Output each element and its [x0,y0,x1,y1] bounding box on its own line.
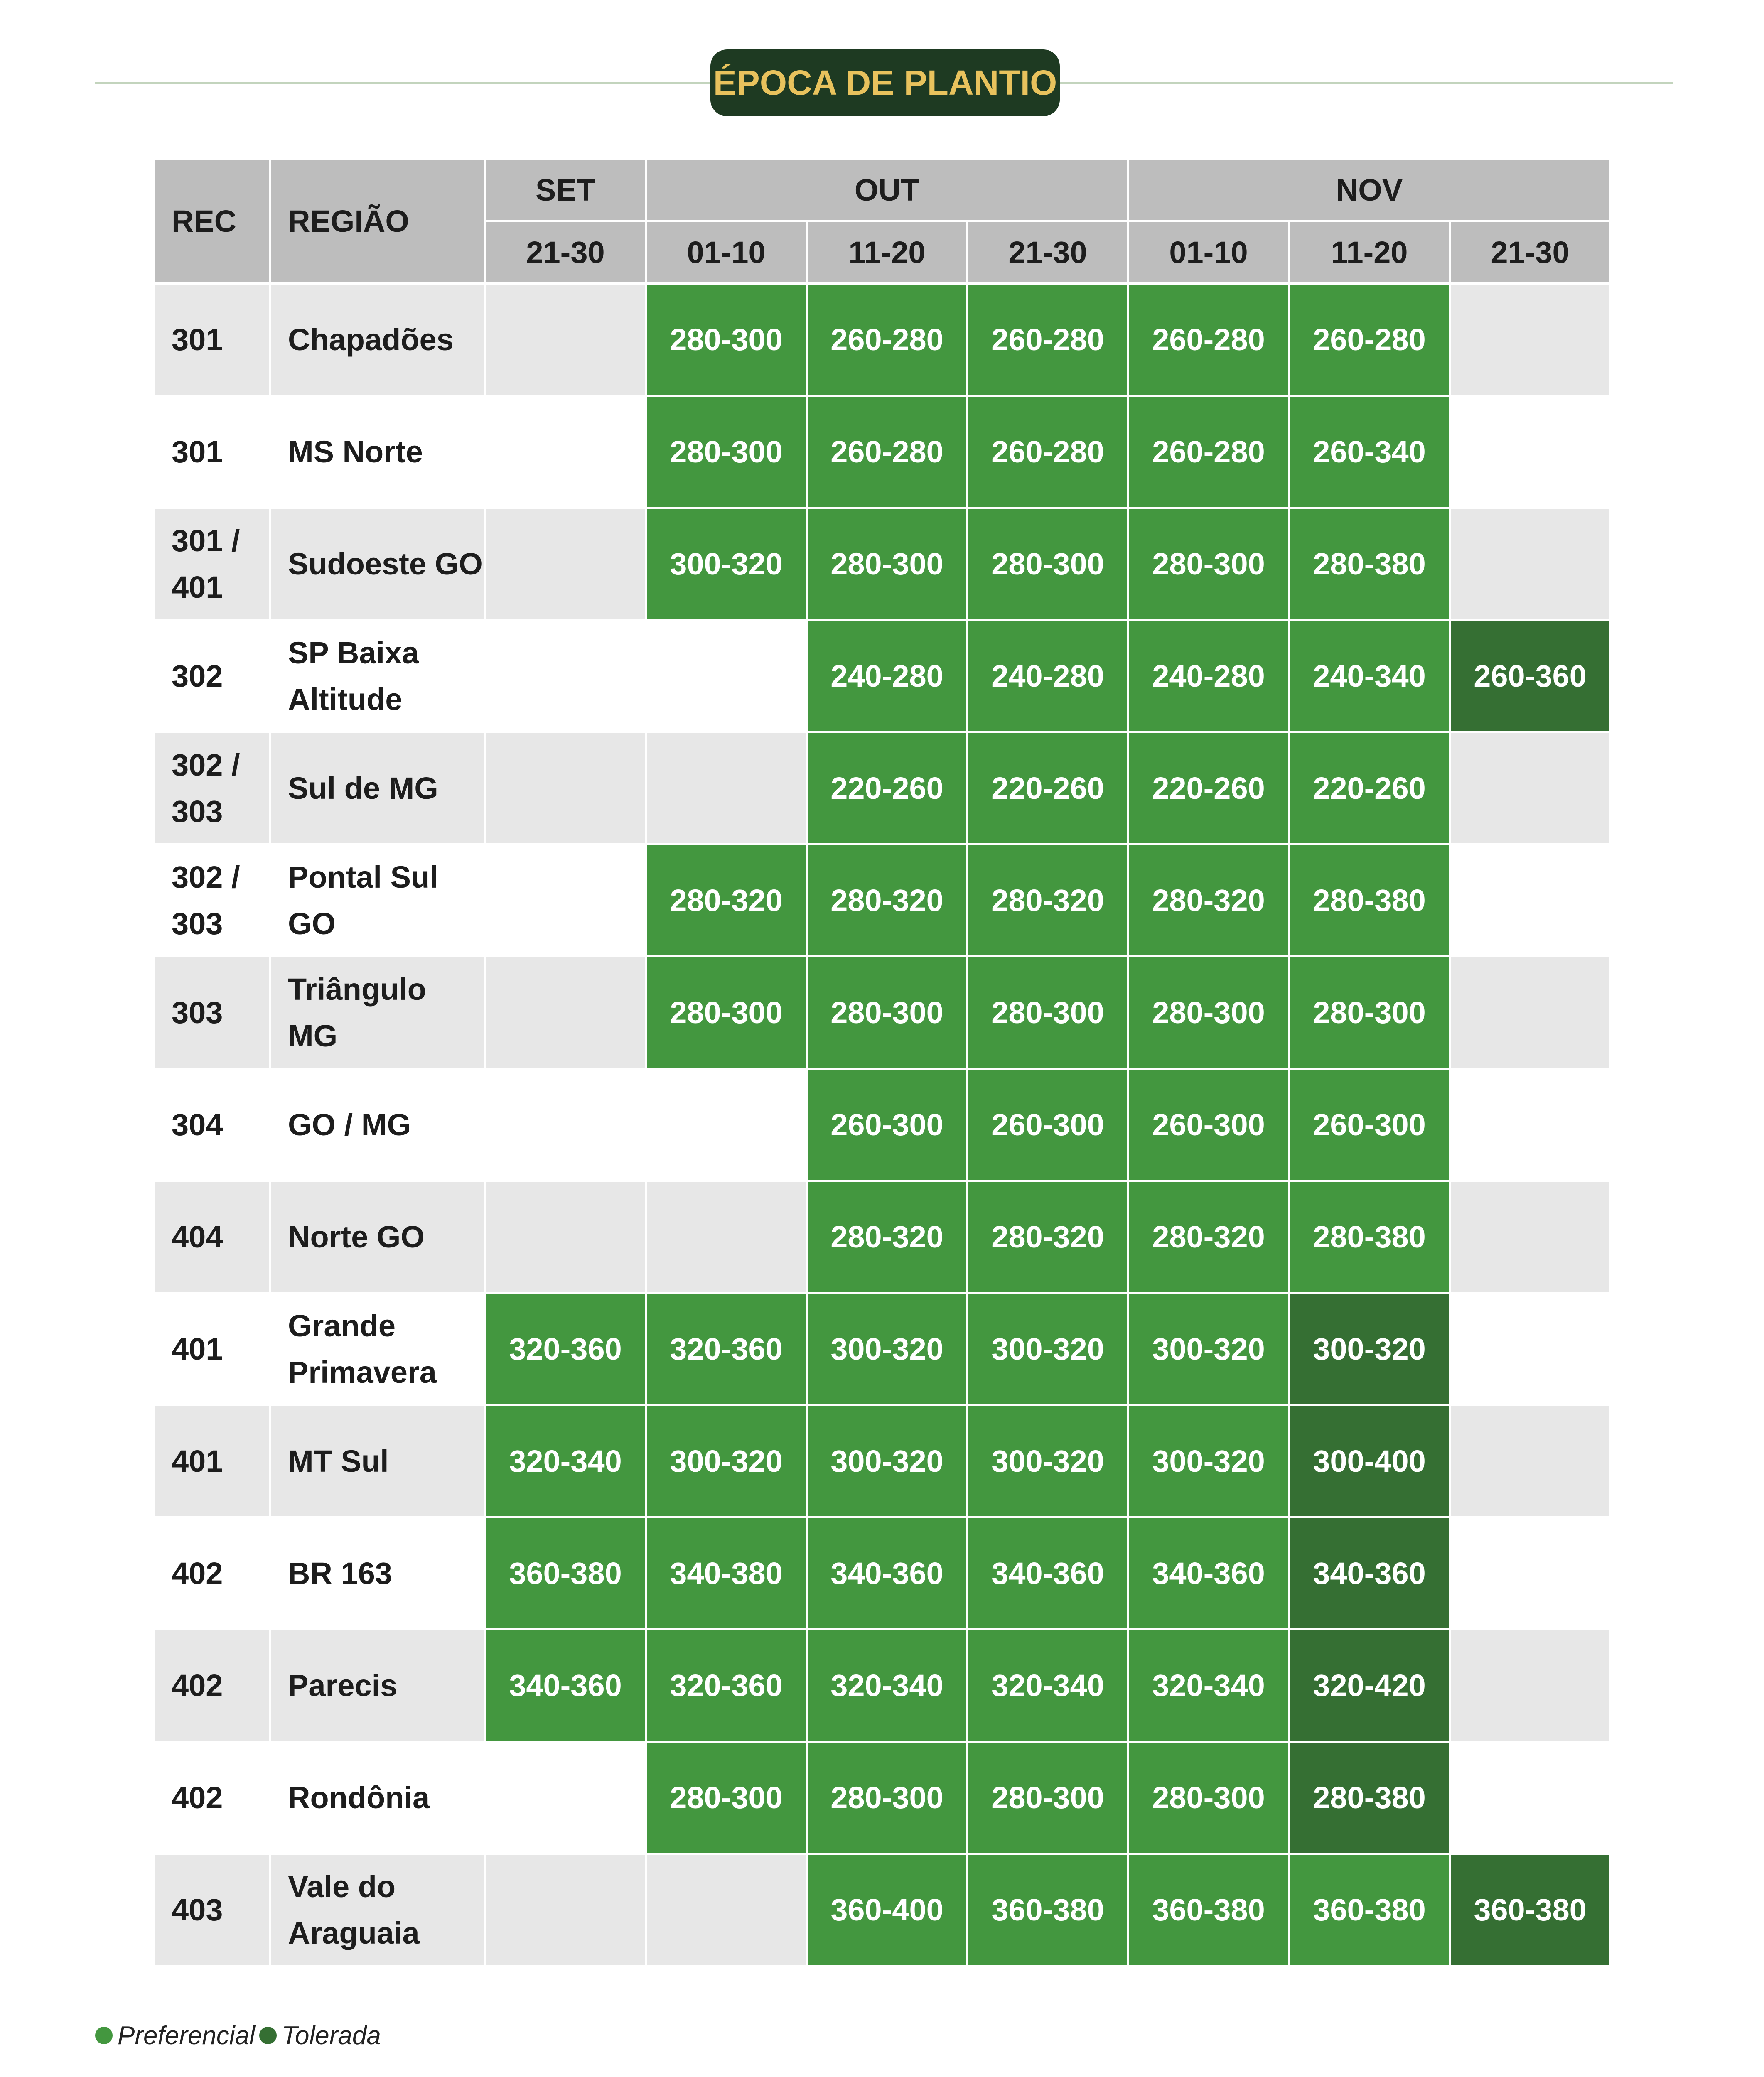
value-cell-preferencial: 360-380 [968,1854,1128,1966]
table-row [154,1069,1611,1181]
regiao-cell: MT Sul [270,1405,485,1517]
value-cell-preferencial: 320-340 [1128,1630,1289,1742]
value-cell-preferencial: 280-320 [1128,1181,1289,1293]
regiao-cell: Sudoeste GO [270,508,485,620]
table-row [154,1181,1611,1293]
column-header-rec: REC [154,159,270,284]
value-cell-empty [646,1181,807,1293]
value-cell-tolerada: 340-360 [1289,1517,1450,1630]
value-cell-preferencial: 300-320 [968,1293,1128,1405]
value-cell-preferencial: 340-360 [968,1517,1128,1630]
value-cell-empty [1450,1405,1611,1517]
value-cell-preferencial: 280-300 [968,508,1128,620]
value-cell-empty [1450,396,1611,508]
rec-cell: 302 / 303 [154,845,270,957]
planting-season-table [153,158,1612,1967]
period-header: 21-30 [968,221,1128,284]
value-cell-preferencial: 280-300 [646,1742,807,1854]
value-cell-preferencial: 280-320 [968,1181,1128,1293]
value-cell-preferencial: 320-360 [646,1630,807,1742]
regiao-cell: GO / MG [270,1069,485,1181]
value-cell-preferencial: 300-320 [646,1405,807,1517]
regiao-cell: Parecis [270,1630,485,1742]
regiao-cell: Rondônia [270,1742,485,1854]
value-cell-preferencial: 280-320 [1128,845,1289,957]
regiao-cell: MS Norte [270,396,485,508]
value-cell-preferencial: 300-320 [807,1293,968,1405]
value-cell-empty [646,732,807,845]
value-cell-preferencial: 280-300 [1289,957,1450,1069]
rec-cell: 401 [154,1405,270,1517]
value-cell-empty [1450,1630,1611,1742]
value-cell-empty [1450,1517,1611,1630]
table-row [154,732,1611,845]
rec-cell: 402 [154,1742,270,1854]
table-body [154,284,1611,1966]
value-cell-preferencial: 260-300 [807,1069,968,1181]
table-row [154,284,1611,396]
value-cell-preferencial: 260-280 [1128,396,1289,508]
value-cell-empty [485,396,646,508]
table-row [154,1742,1611,1854]
value-cell-empty [1450,284,1611,396]
value-cell-preferencial: 280-300 [646,396,807,508]
value-cell-empty [485,845,646,957]
value-cell-preferencial: 220-260 [1128,732,1289,845]
value-cell-preferencial: 300-320 [807,1405,968,1517]
value-cell-preferencial: 280-300 [1128,957,1289,1069]
value-cell-preferencial: 260-280 [1289,284,1450,396]
value-cell-empty [1450,845,1611,957]
value-cell-preferencial: 360-380 [1128,1854,1289,1966]
legend [95,2019,385,2052]
value-cell-tolerada: 280-380 [1289,1742,1450,1854]
value-cell-preferencial: 280-300 [646,957,807,1069]
rec-cell: 301 [154,284,270,396]
legend-label: Preferencial [118,2021,255,2050]
value-cell-preferencial: 280-320 [968,845,1128,957]
rec-cell: 401 [154,1293,270,1405]
legend-item-preferencial [95,2021,255,2050]
table-row [154,508,1611,620]
value-cell-preferencial: 360-400 [807,1854,968,1966]
month-header-set: SET [485,159,646,221]
rec-cell: 402 [154,1630,270,1742]
period-header: 01-10 [1128,221,1289,284]
rec-cell: 303 [154,957,270,1069]
table-row [154,1854,1611,1966]
value-cell-preferencial: 260-280 [807,396,968,508]
value-cell-preferencial: 280-300 [1128,508,1289,620]
legend-dot-icon [95,2027,113,2044]
value-cell-preferencial: 320-360 [646,1293,807,1405]
table-row [154,1293,1611,1405]
value-cell-preferencial: 260-300 [1289,1069,1450,1181]
value-cell-preferencial: 240-340 [1289,620,1450,732]
regiao-cell: Triângulo MG [270,957,485,1069]
value-cell-empty [1450,1069,1611,1181]
value-cell-preferencial: 320-360 [485,1293,646,1405]
value-cell-preferencial: 280-300 [646,284,807,396]
value-cell-empty [1450,1742,1611,1854]
value-cell-empty [1450,957,1611,1069]
value-cell-preferencial: 260-280 [807,284,968,396]
value-cell-preferencial: 240-280 [968,620,1128,732]
value-cell-preferencial: 260-340 [1289,396,1450,508]
value-cell-preferencial: 260-280 [968,396,1128,508]
regiao-cell: BR 163 [270,1517,485,1630]
value-cell-preferencial: 280-320 [807,1181,968,1293]
period-header: 11-20 [807,221,968,284]
value-cell-preferencial: 340-360 [485,1630,646,1742]
regiao-cell: Vale do Araguaia [270,1854,485,1966]
table-row [154,957,1611,1069]
value-cell-preferencial: 280-300 [968,957,1128,1069]
value-cell-preferencial: 240-280 [1128,620,1289,732]
table-row [154,396,1611,508]
value-cell-preferencial: 280-320 [807,845,968,957]
value-cell-preferencial: 260-300 [1128,1069,1289,1181]
rec-cell: 301 [154,396,270,508]
value-cell-preferencial: 340-360 [1128,1517,1289,1630]
regiao-cell: Pontal Sul GO [270,845,485,957]
month-header-out: OUT [646,159,1128,221]
value-cell-tolerada: 260-360 [1450,620,1611,732]
value-cell-preferencial: 280-300 [807,1742,968,1854]
value-cell-preferencial: 260-280 [1128,284,1289,396]
regiao-cell: Grande Primavera [270,1293,485,1405]
value-cell-empty [485,1069,646,1181]
value-cell-empty [485,732,646,845]
value-cell-preferencial: 220-260 [807,732,968,845]
value-cell-preferencial: 300-320 [1128,1405,1289,1517]
value-cell-preferencial: 260-300 [968,1069,1128,1181]
value-cell-empty [1450,1293,1611,1405]
value-cell-empty [485,508,646,620]
page-title: ÉPOCA DE PLANTIO [710,49,1060,116]
table-row [154,845,1611,957]
value-cell-preferencial: 300-320 [968,1405,1128,1517]
value-cell-preferencial: 300-320 [646,508,807,620]
value-cell-preferencial: 320-340 [807,1630,968,1742]
table-row [154,1630,1611,1742]
value-cell-preferencial: 360-380 [1289,1854,1450,1966]
value-cell-preferencial: 320-340 [485,1405,646,1517]
value-cell-preferencial: 280-380 [1289,1181,1450,1293]
value-cell-preferencial: 280-300 [807,508,968,620]
value-cell-empty [1450,508,1611,620]
value-cell-preferencial: 280-380 [1289,508,1450,620]
value-cell-empty [485,284,646,396]
value-cell-preferencial: 280-380 [1289,845,1450,957]
value-cell-empty [646,1854,807,1966]
value-cell-preferencial: 240-280 [807,620,968,732]
value-cell-preferencial: 280-300 [807,957,968,1069]
column-header-regiao: REGIÃO [270,159,485,284]
regiao-cell: SP Baixa Altitude [270,620,485,732]
value-cell-preferencial: 220-260 [968,732,1128,845]
value-cell-preferencial: 340-380 [646,1517,807,1630]
rec-cell: 304 [154,1069,270,1181]
legend-item-tolerada [259,2021,381,2050]
value-cell-tolerada: 320-420 [1289,1630,1450,1742]
period-header: 21-30 [485,221,646,284]
period-header: 21-30 [1450,221,1611,284]
rec-cell: 302 / 303 [154,732,270,845]
table-row [154,1517,1611,1630]
value-cell-empty [1450,732,1611,845]
value-cell-tolerada: 300-320 [1289,1293,1450,1405]
rec-cell: 404 [154,1181,270,1293]
header-row-months [154,159,1611,221]
table-row [154,1405,1611,1517]
month-header-nov: NOV [1128,159,1611,221]
value-cell-empty [485,620,646,732]
value-cell-empty [485,1181,646,1293]
rec-cell: 301 / 401 [154,508,270,620]
value-cell-preferencial: 220-260 [1289,732,1450,845]
value-cell-preferencial: 280-300 [968,1742,1128,1854]
regiao-cell: Sul de MG [270,732,485,845]
value-cell-empty [485,1854,646,1966]
value-cell-preferencial: 300-320 [1128,1293,1289,1405]
regiao-cell: Norte GO [270,1181,485,1293]
value-cell-tolerada: 300-400 [1289,1405,1450,1517]
value-cell-empty [646,1069,807,1181]
table-row [154,620,1611,732]
value-cell-preferencial: 360-380 [485,1517,646,1630]
value-cell-tolerada: 360-380 [1450,1854,1611,1966]
value-cell-preferencial: 320-340 [968,1630,1128,1742]
rec-cell: 402 [154,1517,270,1630]
regiao-cell: Chapadões [270,284,485,396]
value-cell-preferencial: 260-280 [968,284,1128,396]
value-cell-empty [646,620,807,732]
period-header: 11-20 [1289,221,1450,284]
value-cell-preferencial: 340-360 [807,1517,968,1630]
legend-label: Tolerada [281,2021,381,2050]
value-cell-preferencial: 280-320 [646,845,807,957]
value-cell-preferencial: 280-300 [1128,1742,1289,1854]
legend-dot-icon [259,2027,277,2044]
value-cell-empty [485,1742,646,1854]
rec-cell: 302 [154,620,270,732]
period-header: 01-10 [646,221,807,284]
value-cell-empty [1450,1181,1611,1293]
rec-cell: 403 [154,1854,270,1966]
value-cell-empty [485,957,646,1069]
